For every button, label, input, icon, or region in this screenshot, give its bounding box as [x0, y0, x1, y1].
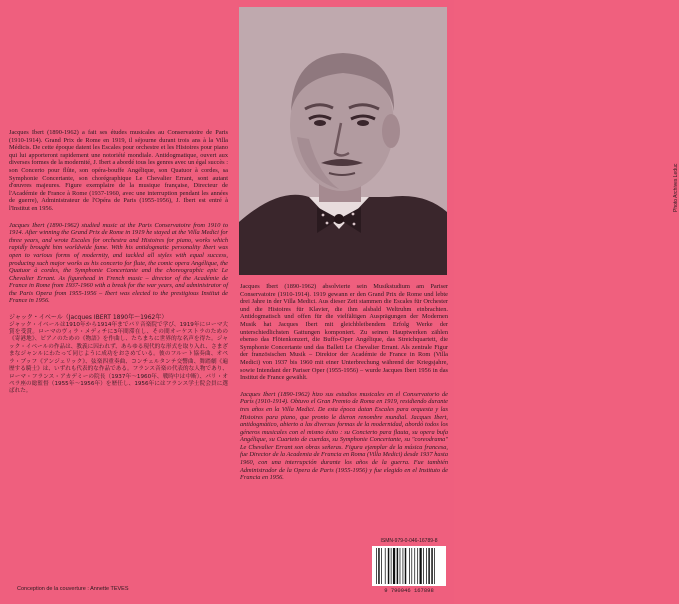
barcode: [372, 546, 446, 586]
japanese-biography: ジャック・イベールは1910年から1914年までパリ音楽院で学び、1919年にローマ大賞を受賞。ローマのヴィラ・メディチに3年間滞在し、その間オーケストラのための《寄港地》、ピアノのための《物語》を作曲し、たちまちに世界的な名声を得た。ジャック・イベールの作品は、教義に囚われず、あらゆる現代的な形式を取り入れ、さまざまなジャンルにわたって同じように成功をおさめている。彼のフルート協奏曲、オペラ・ブッフ《アンジェリック》、弦楽四重奏曲、コンチェルタンテ交響曲、舞踏劇《遍歴する騎士》は、いずれも代表的な作品である。フランス音楽の代表的な人物であり、ローマ・フランス・アカデミーの院長（1937年～1960年、戦時中は中断）、パリ・オペラ座の総監督（1955年～1956年）を歴任し、1956年にはフランス学士院会員に選ばれた。: [9, 321, 228, 395]
barcode-bar: [423, 548, 424, 584]
barcode-bar: [417, 548, 418, 584]
barcode-bar: [420, 548, 422, 584]
barcode-bar: [376, 548, 377, 584]
barcode-bar: [409, 548, 410, 584]
photo-credit: Photo Archives Leduc: [673, 163, 679, 212]
barcode-bar: [391, 548, 392, 584]
german-biography: Jacques Ibert (1890-1962) absolvierte sein Musikstudium am Pariser Conservatoire (1910-1914). 1919 gewann er den Grand Prix de Rome und lebte drei Jahre in der Villa Medici. Aus dieser Zeit stammen die Escales für Orchester und die Histoires für Klavier, die ihm alsbald Weltruhm einbrachten. Antidogmatisch und offen für die vielfältigen Ausprägungen der Modernen Musik hat Jacques Ibert mit gleichbleibendem Erfolg Werke der unterschiedlichsten Gattungen komponiert. Zu seinen Hauptwerken zählen ebenso das Flötenkonzert, die Buffo-Oper Angélique, das Streichquartett, die Symphonie Concertante und das Ballett Le Chevalier Errant. Als zentrale Figur der französischen Musik – Direktor der Académie de France in Rom (Villa Medici) von 1937 bis 1960 mit einer Unterbrechung während der Kriegsjahre, sowie Intendant der Pariser Oper (1955-1956) – wurde Jacques Ibert 1956 in das Institut de France gewählt.: [240, 283, 448, 382]
barcode-bar: [397, 548, 399, 584]
barcode-bar: [414, 548, 415, 584]
portrait-photo: [239, 7, 447, 275]
barcode-bar: [400, 548, 401, 584]
barcode-bar: [428, 548, 430, 584]
japanese-biography-title: ジャック・イベール（Jacques IBERT 1890年～1962年）: [9, 314, 168, 322]
barcode-bar: [431, 548, 433, 584]
composer-portrait: [239, 7, 679, 275]
barcode-block: [372, 538, 446, 594]
barcode-bar: [434, 548, 435, 584]
barcode-bar: [393, 548, 395, 584]
english-biography: Jacques Ibert (1890-1962) studied music at the Paris Conservatoire from 1910 to 1914. After winning the Grand Prix de Rome in 1919 he stayed at the Villa Medici for three years, and wrote Escales for orchestra and Histoires for piano, works which rapidly brought him worldwide fame. With his antidogmatic personality Ibert was open to various forms of modernity, and tackled all styles with equal success, producing such major works as his concerto for flute, the comic opera Angélique, the Quatuor à cordes, the Symphonie Concertante and the choreographic epic Le Chevalier Errant. As figurehead in French music – director of the Académie de France in Rome from 1937-1960 with a break for the war years, and administrator of the Paris Opera from 1955-1956 – Ibert was elected to the prestigious Institut de France in 1956.: [9, 221, 228, 305]
barcode-bar: [385, 548, 386, 584]
barcode-bar: [381, 548, 382, 584]
barcode-number: 9 790046 167898: [384, 587, 434, 594]
spanish-biography: Jacques Ibert (1890-1962) hizo sus estudios musicales en el Conservatorio de París (1910-1914). Obtuvo el Gran Premio de Roma en 1919, residiendo durante tres años en la Villa Medici. De esta época datan Escales para orquesta y las Histoires para piano, que pronto le dieron renombre mundial. Jacques Ibert, antidogmático, abierto a las diversas formas de la modernidad, abordó todos los géneros musicales con el mismo éxito : su Concierto para flauta, su opera bufa Angélique, su Cuarteto de cuerdas, su Symphonie Concertante, su "coreodrama" Le Chevalier Errant son obras señeras. Figura ejemplar de la música francesa, fue Director de la Academia de Francia en Roma (Villa Medici) desde 1937 hasta 1960, con una interrupción durante los años de la guerra. Fue también Administrador de la Opera de Paris (1955-1956) y fue elegido en el Instituto de Francia en 1956.: [240, 390, 448, 482]
left-column: [9, 129, 228, 396]
cover-design-credit: Conception de la couverture : Annette TEVES: [17, 586, 129, 592]
barcode-bar: [411, 548, 412, 584]
barcode-bar: [405, 548, 407, 584]
french-biography: Jacques Ibert (1890-1962) a fait ses études musicales au Conservatoire de Paris (1910-1914). Grand Prix de Rome en 1919, il séjourne durant trois ans à la Villa Médicis. De cette époque datent les Escales pour orchestre et les Histoires pour piano qui lui apporteront rapidement une notoriété mondiale. Antidogmatique, ouvert aux diverses formes de la modernité, J. Ibert a abordé tous les genres avec un égal succès : son Concerto pour flûte, son opéra-bouffe Angélique, son Quatuor à cordes, sa Symphonie Concertante, son chorégraphique Le Chevalier Errant, sont autant d'œuvres majeures. Figure exemplaire de la musique française, Directeur de l'Académie de France à Rome (1937-1960, avec une interruption pendant les années de guerre), Administrateur de l'Opéra de Paris (1955-1956), J. Ibert est entré à l'Institut en 1956.: [9, 129, 228, 212]
barcode-bar: [426, 548, 427, 584]
barcode-bar: [378, 548, 380, 584]
ismn-label: ISMN-979-0-046-16789-8: [380, 538, 438, 544]
barcode-bar: [388, 548, 390, 584]
barcode-bar: [403, 548, 404, 584]
right-column: [240, 283, 448, 491]
